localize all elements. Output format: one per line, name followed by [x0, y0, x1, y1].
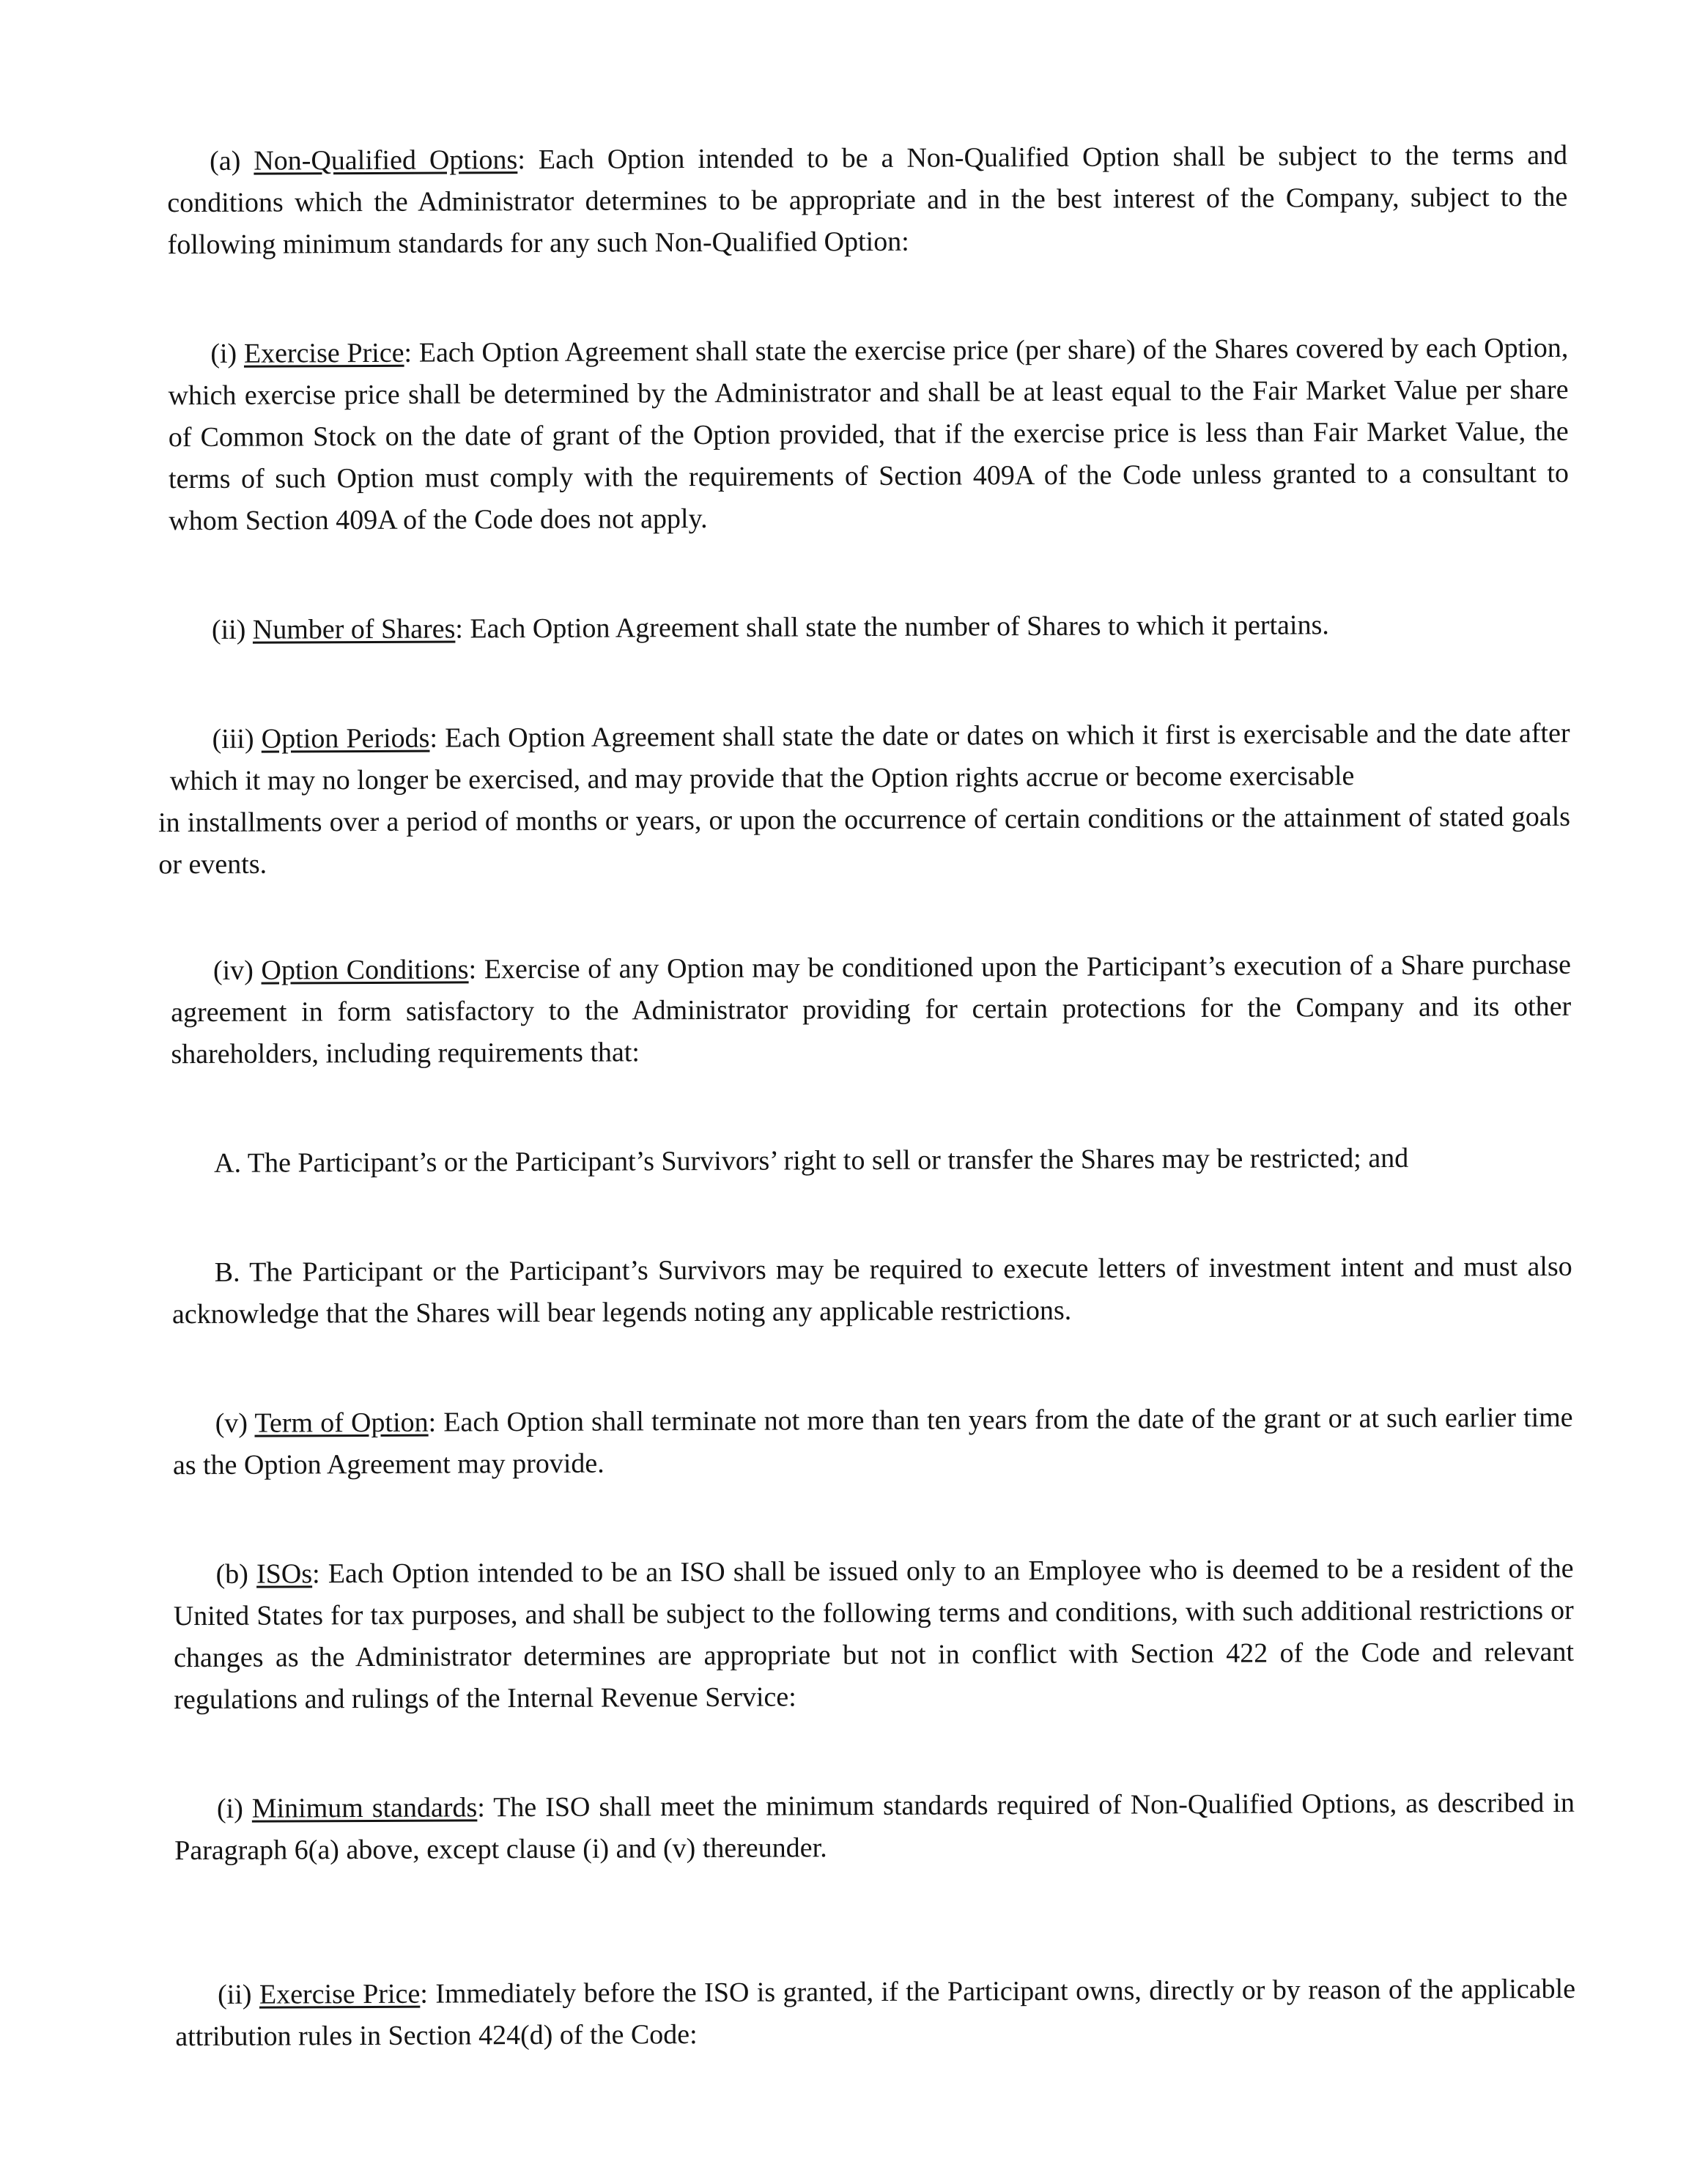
list-item-label: A.: [214, 1147, 248, 1179]
paragraph-label: (b): [215, 1558, 257, 1590]
document-body: [158, 135, 1576, 2058]
list-item-a: [171, 1137, 1572, 1185]
paragraph-label: (i): [210, 338, 244, 369]
paragraph-label: (v): [215, 1407, 255, 1439]
paragraph-text: : Immediately before the ISO is granted, if the Participant owns, directly or by reason of the applicable attribution rules in Section 424(d) of the Code:: [175, 1973, 1576, 2053]
paragraph-text: : The ISO shall meet the minimum standards required of Non-Qualified Options, as described in Paragraph 6(a) above, except clause (i) and (v) thereunder.: [174, 1787, 1575, 1867]
list-item-text: The Participant or the Participant’s Survivors may be required to execute letters of investment intent and must also acknowledge that the Shares will bear legends noting any applicable restrictions.: [171, 1251, 1572, 1330]
paragraph-bii-exercise-price: [175, 1969, 1575, 2058]
paragraph-bi-minimum-standards: [174, 1782, 1575, 1872]
underlined-term: Exercise Price: [259, 1978, 421, 2010]
underlined-term: Non-Qualified Options: [254, 144, 518, 177]
list-item-text: The Participant’s or the Participant’s Survivors’ right to sell or transfer the Shares may be restricted; and: [247, 1142, 1409, 1179]
paragraph-label: (a): [210, 145, 254, 177]
paragraph-i-exercise-price: [168, 327, 1569, 542]
paragraph-a-non-qualified-options: [167, 135, 1568, 266]
paragraph-text: : Each Option Agreement shall state the exercise price (per share) of the Shares covered by each Option, which exercise price shall be determined by the Administrator and shall be at least equal to the Fair Market Value per share of Common Stock on the date of grant of the Option provided, that if the exercise price is less than Fair Market Value, the terms of such Option must comply with the requirements of Section 409A of the Code unless granted to a consultant to whom Section 409A of the Code does not apply.: [168, 332, 1570, 537]
underlined-term: Exercise Price: [243, 337, 404, 369]
paragraph-text: : Each Option intended to be a Non-Qualified Option shall be subject to the terms and conditions which the Administrator determines to be appropriate and in the best interest of the Company, subject to the following minimum standards for any such Non-Qualified Option:: [167, 139, 1568, 261]
paragraph-ii-number-of-shares: [169, 604, 1570, 651]
paragraph-text-continuation: in installments over a period of months or years, or upon the occurrence of certain conditions or the attainment of stated goals or events.: [158, 801, 1571, 881]
paragraph-text: : Each Option Agreement shall state the number of Shares to which it pertains.: [455, 610, 1329, 645]
underlined-term: Term of Option: [254, 1407, 429, 1439]
underlined-term: Minimum standards: [251, 1792, 478, 1824]
underlined-term: Option Conditions: [261, 954, 469, 986]
list-item-b: [172, 1246, 1572, 1336]
paragraph-text: : Exercise of any Option may be conditioned upon the Participant’s execution of a Share purchase agreement in form satisfactory to the Administrator providing for certain protections for the Company and its other shareholders, including requirements that:: [171, 949, 1572, 1070]
list-item-label: B.: [214, 1256, 250, 1288]
paragraph-text: : Each Option intended to be an ISO shall be issued only to an Employee who is deemed to be a resident of the United States for tax purposes, and shall be subject to the following terms and conditions, with such additional restrictions or changes as the Administrator determines are appropriate but not in conflict with Section 422 of the Code and relevant regulations and rulings of the Internal Revenue Service:: [173, 1552, 1575, 1716]
paragraph-label: (iv): [212, 955, 262, 986]
paragraph-text: : Each Option shall terminate not more than ten years from the date of the grant or at such earlier time as the Option Agreement may provide.: [172, 1401, 1573, 1481]
paragraph-iv-option-conditions: [171, 944, 1572, 1075]
paragraph-label: (iii): [212, 723, 262, 755]
paragraph-label: (ii): [217, 1979, 260, 2010]
paragraph-text: : Each Option Agreement shall state the date or dates on which it first is exercisable and the date after which it may no longer be exercised, and may provide that the Option rights accrue or become exercisable: [169, 717, 1570, 797]
paragraph-iii-option-periods: [158, 713, 1571, 886]
underlined-term: Number of Shares: [252, 613, 456, 645]
paragraph-label: (i): [216, 1793, 252, 1824]
paragraph-b-isos: [173, 1548, 1574, 1721]
underlined-term: ISOs: [256, 1558, 313, 1590]
paragraph-v-term-of-option: [173, 1397, 1573, 1486]
paragraph-label: (ii): [211, 614, 253, 645]
underlined-term: Option Periods: [261, 722, 430, 755]
